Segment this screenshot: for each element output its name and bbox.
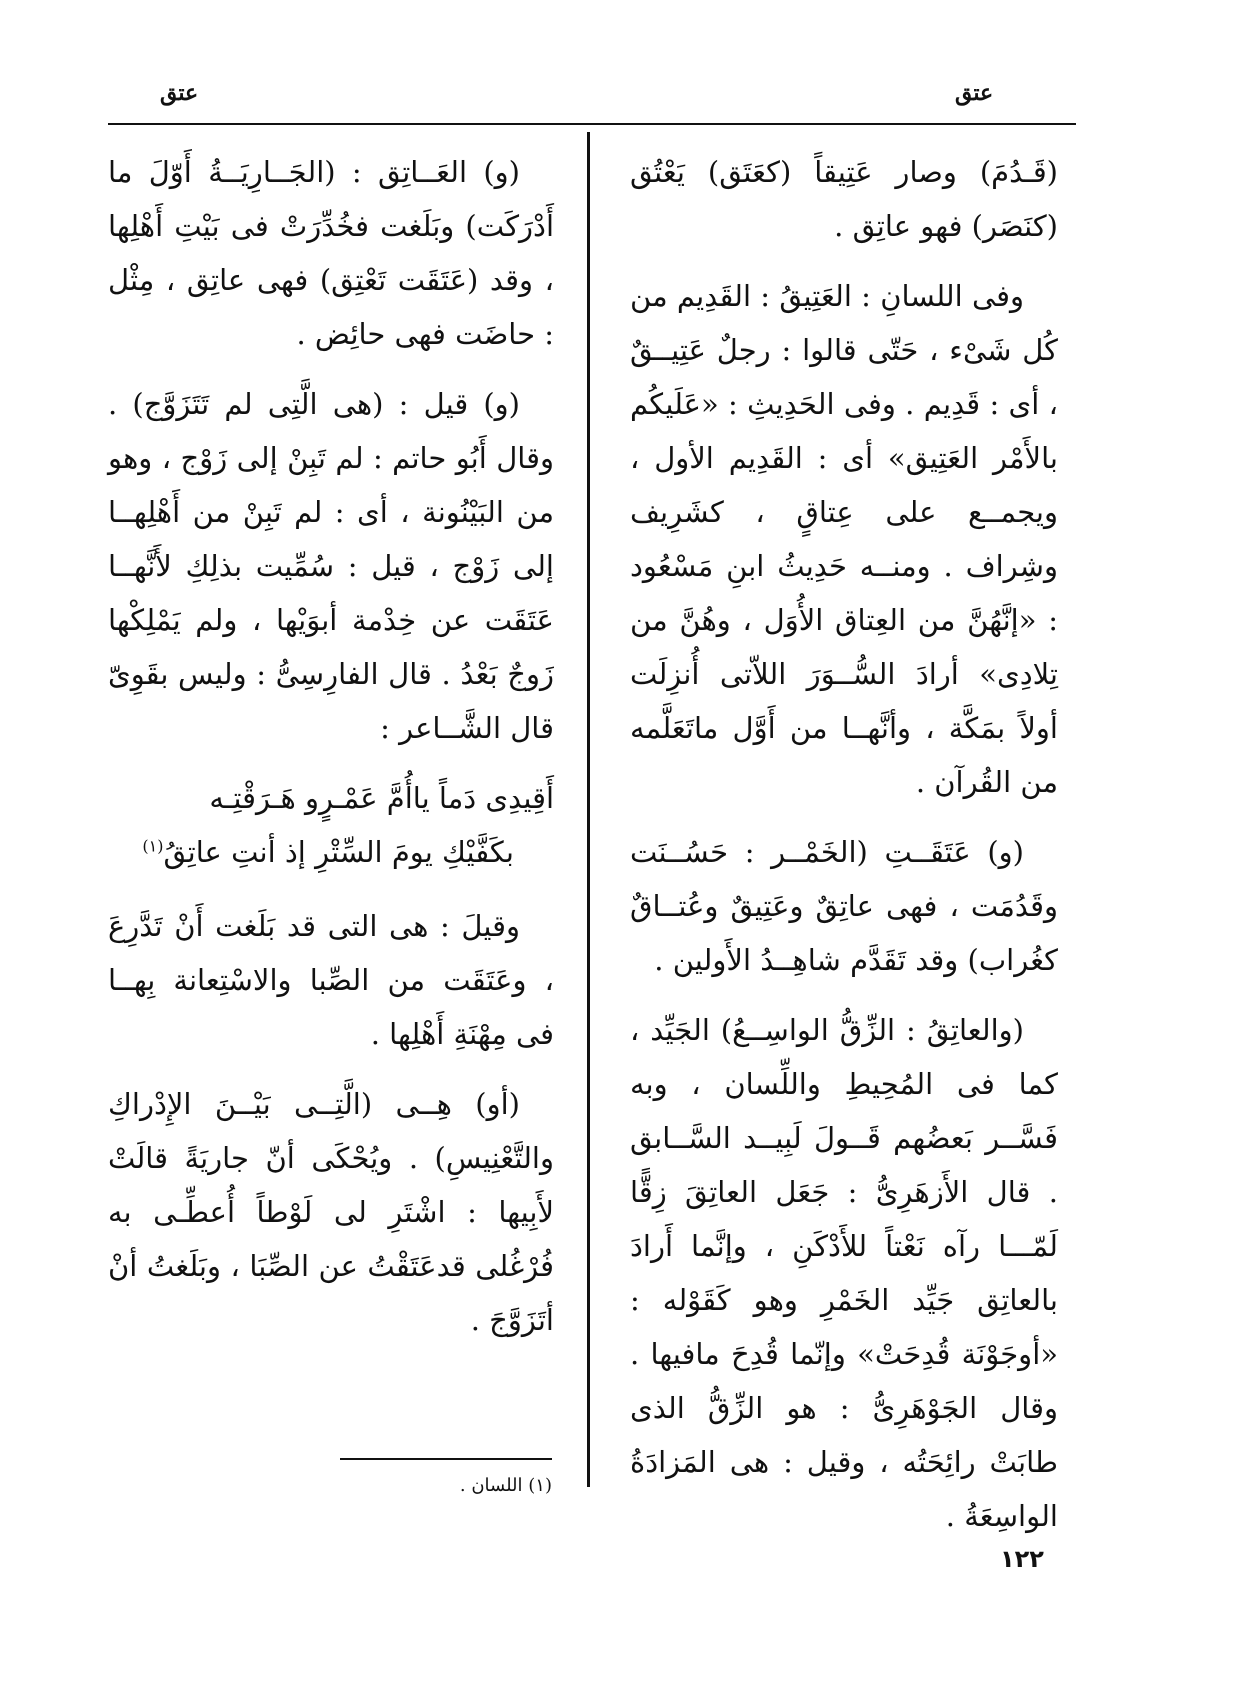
poetry-verse xyxy=(108,771,554,879)
paragraph: (أو) هِــى (الَّتِــى بَيْــنَ الإِدْراكِ والتَّعْنِيسِ) . ويُحْكَى أنّ جاريَةً قالَتْ لأَبِيها : اشْتَرِ لى لَوْطاً أُعطِّـى به فُرْغُلى قدعَتَقْتُ عن الصِّبَا ، وبَلَغتُ أنْ أتَزَوَّجَ . xyxy=(108,1087,554,1337)
paragraph: (و) قيل : (هى الَّتِى لم تَتَزَوَّج) . وقال أَبُو حاتم : لم تَبِنْ إلى زَوْج ، وهو من البَيْنُونة ، أى : لم تَبِنْ من أَهْلِهــا إلى زَوْج ، قيل : سُمِّيت بذلِكِ لأَنَّهــا عَتَقَت عن خِدْمة أبوَيْها ، ولم يَمْلِكْها زَوجٌ بَعْدُ . قال الفارِسِىُّ : وليس بقَوِىّ قال الشَّــاعر : xyxy=(108,387,554,745)
verse-first-hemistich: أَقِيدِى دَماً ياأُمَّ عَمْـرٍو هَـرَقْتِـه xyxy=(209,781,554,815)
verse-second-hemistich xyxy=(108,825,554,879)
paragraph: (والعاتِقُ : الزِّقُّ الواسِــعُ) الجَيِّد ، كما فى المُحِيطِ واللِّسان ، وبه فَسَّــر بَعضُهم قَــولَ لَبِيــد السَّــابق . قال الأَزهَرِىُّ : جَعَل العاتِقَ زِقًّا لَمّـــا رآه نَعْتاً للأَدْكَنِ ، وإنَّما أَرادَ بالعاتِق جَيِّد الخَمْرِ وهو كَقَوْله : «أوجَوْنَة قُدِحَتْ» وإنّما قُدِحَ مافيها . وقال الجَوْهَرِىُّ : هو الزِّقُّ الذى طابَتْ رائِحَتُه ، وقيل : هى المَزادَةُ الواسِعَةُ . xyxy=(630,1013,1058,1533)
left-column xyxy=(108,145,554,1363)
header-word-right: عتق xyxy=(955,80,994,106)
footnote-marker: (١) xyxy=(142,836,164,856)
paragraph: (و) عَتَقَــتِ (الخَمْــر : حَسُــنَت وقَدُمَت ، فهى عاتِقٌ وعَتِيقٌ وعُتــاقٌ كغُراب) وقد تَقَدَّم شاهِــدُ الأَولين . xyxy=(630,835,1058,977)
paragraph: وفى اللسانِ : العَتِيقُ : القَدِيم من كُل شَىْء ، حَتّى قالوا : رجلٌ عَتِيــقٌ ، أى : قَدِيم . وفى الحَدِيثِ : «عَلَيكُم بالأَمْر العَتِيق» أى : القَدِيم الأول ، ويجمــع على عِتاقٍ ، كشَرِيف وشِراف . ومنــه حَدِيثُ ابنِ مَسْعُود : «إنَّهُنَّ من العِتاق الأُوَل ، وهُنَّ من تِلادِى» أرادَ السُّــوَرَ اللاّتى أُنزِلَت أولاً بمَكَّة ، وأنَّهــا من أَوَّل ماتَعَلَّمه من القُرآن . xyxy=(630,279,1058,799)
header-rule xyxy=(108,123,1076,125)
footnote-rule xyxy=(340,1458,552,1460)
paragraph: (و) العَــاتِق : (الجَــارِيَــةُ أَوّلَ ما أَدْرَكَت) وبَلَغت فخُدِّرَتْ فى بَيْتِ أَهْلِها ، وقد (عَتَقَت تَعْتِق) فهى عاتِق ، مِثْل : حاضَت فهى حائِض . xyxy=(108,155,554,351)
paragraph: (قَـدُمَ) وصار عَتِيقاً (كعَتَق) يَعْتُق (كنَصَر) فهو عاتِق . xyxy=(630,155,1058,243)
verse-second-text: بكَفَّيْكِ يومَ السِّتْرِ إذ أنتِ عاتِقُ xyxy=(163,835,514,869)
column-divider xyxy=(587,132,590,1487)
footnote: (١) اللسان . xyxy=(459,1475,552,1496)
header-word-left: عتق xyxy=(160,80,199,106)
right-column xyxy=(630,145,1058,1559)
page-number: ١٢٢ xyxy=(1000,1545,1044,1573)
paragraph: وقيلَ : هى التى قد بَلَغت أَنْ تَدَّرِعَ ، وعَتَقَت من الصِّبا والاسْتِعانة بِهــا فى مِهْنَةِ أَهْلِها . xyxy=(108,909,554,1051)
